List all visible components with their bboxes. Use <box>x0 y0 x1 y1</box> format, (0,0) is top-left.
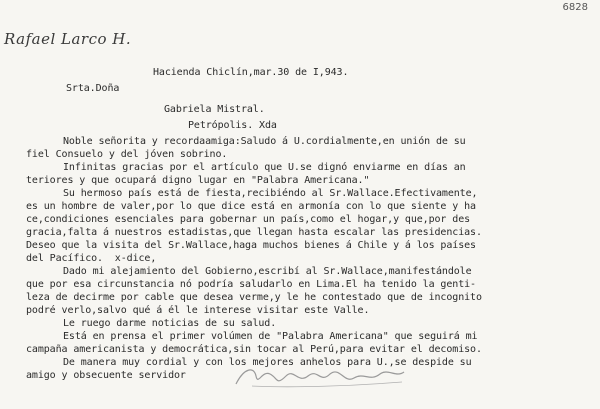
body-line: Está en prensa el primer volúmen de "Palabra Americana" que seguirá mi <box>63 331 478 342</box>
body-line: leza de decirme por cable que desea verme,y le he contestado que de incognito <box>26 292 482 303</box>
catalog-number: 6828 <box>562 2 588 13</box>
recipient-salutation: Srta.Doña <box>66 83 120 94</box>
body-line: ce,condiciones esenciales para gobernar un país,como el hogar,y que,por des <box>26 214 471 225</box>
body-line: Noble señorita y recordaamiga:Saludo á U.cordialmente,en unión de su <box>63 136 466 147</box>
place-date: Hacienda Chiclín,mar.30 de I,943. <box>153 67 349 78</box>
body-line: teriores y que ocupará digno lugar en "Palabra Americana." <box>26 175 370 186</box>
body-line: amigo y obsecuente servidor <box>26 370 186 381</box>
body-line: Deseo que la visita del Sr.Wallace,haga muchos bienes á Chile y á los países <box>26 240 476 251</box>
body-line: Infinitas gracias por el artículo que U.se dignó enviarme en días an <box>63 162 466 173</box>
body-line: fiel Consuelo y del jóven sobrino. <box>26 149 228 160</box>
body-line: campaña americanista y democrática,sin tocar al Perú,para evitar el decomiso. <box>26 344 482 355</box>
recipient-name: Gabriela Mistral. <box>164 104 265 115</box>
body-line: De manera muy cordial y con los mejores anhelos para U.,se despide su <box>63 357 472 368</box>
signature-scribble <box>232 362 412 392</box>
recipient-city: Petrópolis. Xda <box>188 120 277 131</box>
body-line: Su hermoso país está de fiesta,recibiéndo al Sr.Wallace.Efectivamente, <box>63 188 478 199</box>
body-line: Le ruego darme noticias de su salud. <box>63 318 277 329</box>
body-line: Dado mi alejamiento del Gobierno,escribí al Sr.Wallace,manifestándole <box>63 266 472 277</box>
body-line: gracia,falta á nuestros estadistas,que llegan hasta escalar las presidencias. <box>26 227 482 238</box>
letterhead: Rafael Larco H. <box>4 30 132 48</box>
body-line: podré verlo,salvo qué á él le interese visitar este Valle. <box>26 305 370 316</box>
body-line: del Pacífico. x-dice, <box>26 253 157 264</box>
body-line: es un hombre de valer,por lo que dice está en armonía con lo que siente y ha <box>26 201 476 212</box>
body-line: que por esa circunstancia nó podría saludarlo en Lima.El ha tenido la genti- <box>26 279 476 290</box>
